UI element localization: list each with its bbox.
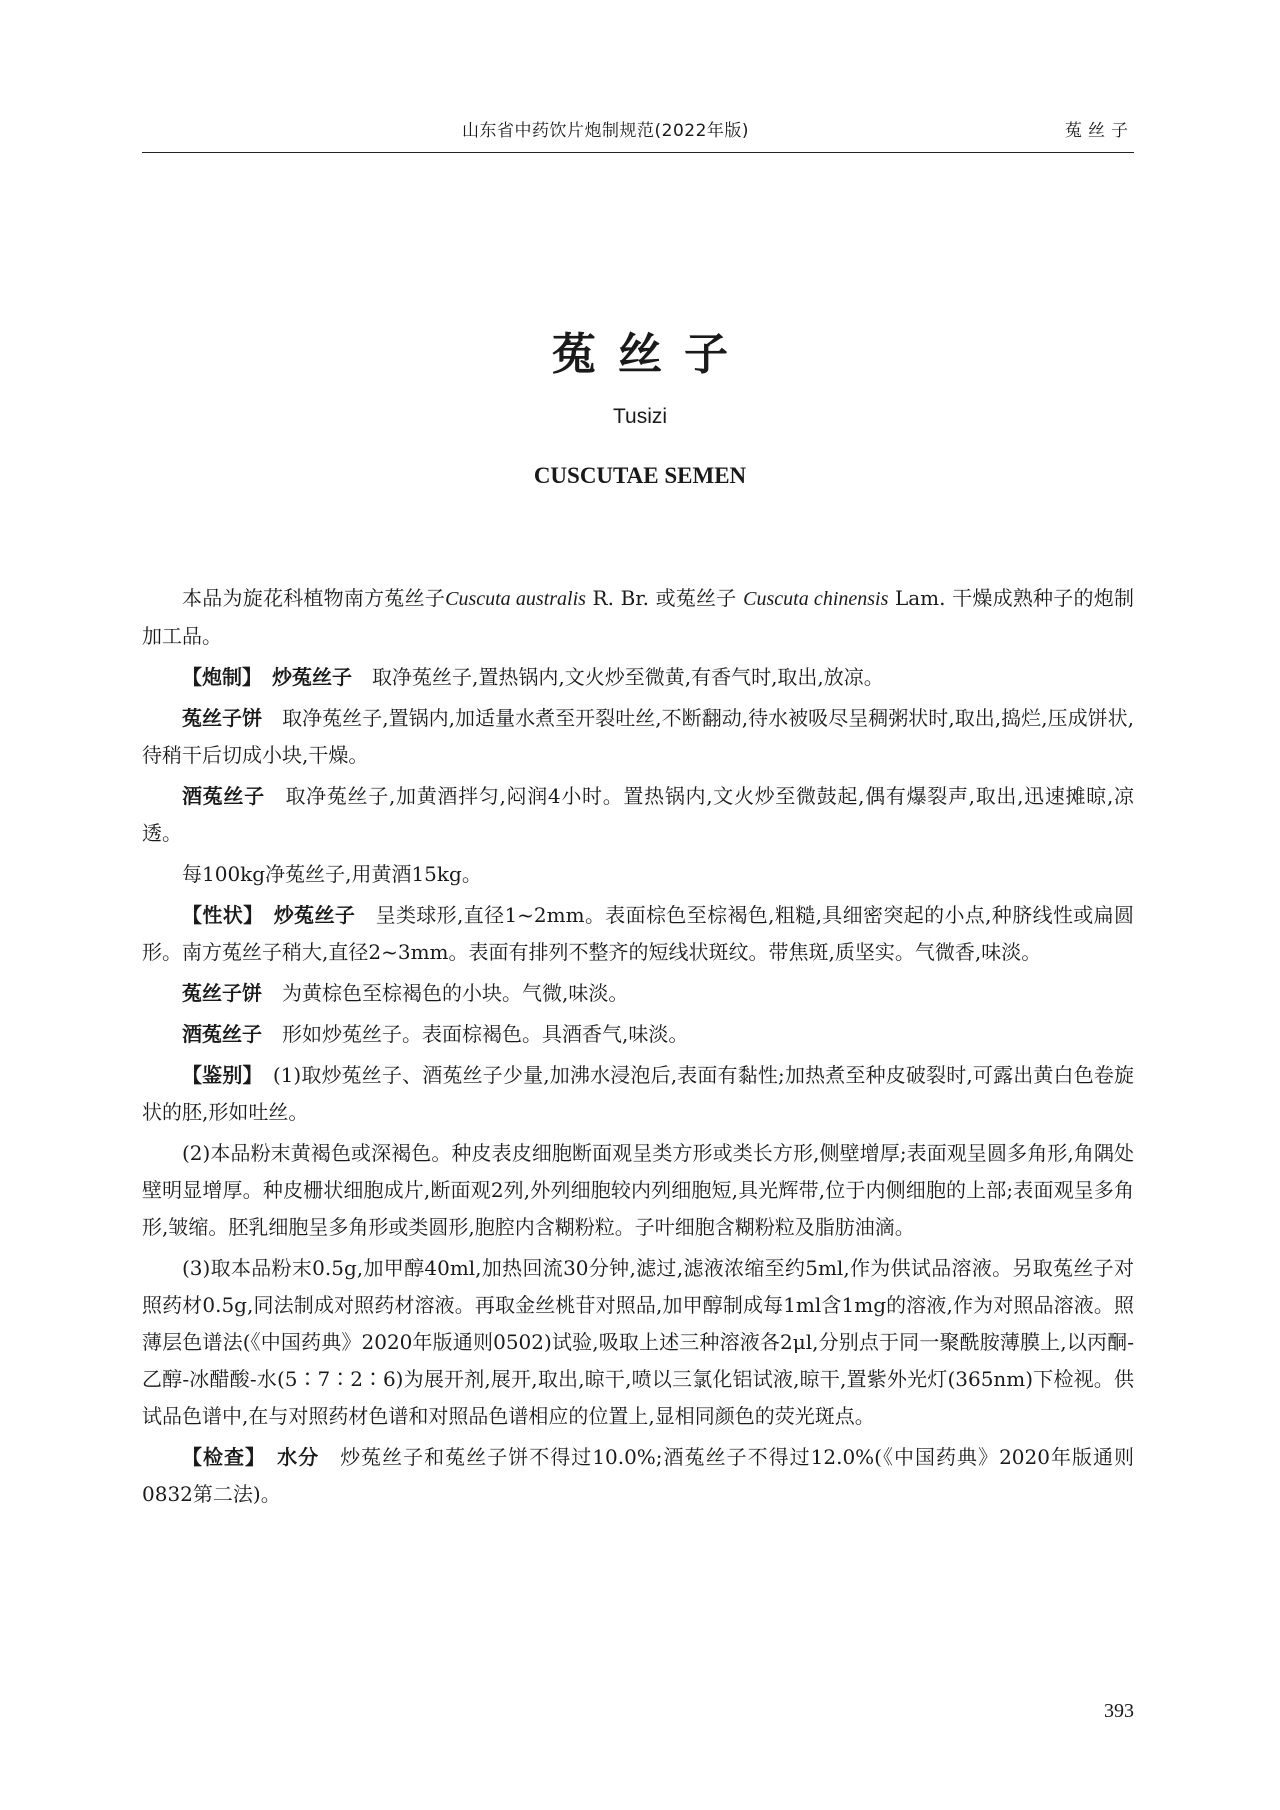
inspection-item-1-label: 水分 xyxy=(277,1445,320,1469)
description-section-label: 【性状】 xyxy=(182,903,254,927)
running-header xyxy=(142,112,1134,153)
description-item-1 xyxy=(142,897,1134,971)
processing-item-3-label: 酒菟丝子 xyxy=(182,784,265,808)
description-item-3 xyxy=(142,1016,1134,1053)
header-entry-name: 菟丝子 xyxy=(1065,121,1134,141)
intro-text-1: 本品为旋花科植物南方菟丝子 xyxy=(182,586,446,610)
header-book-title: 山东省中药饮片炮制规范(2022年版) xyxy=(462,121,750,141)
processing-item-2 xyxy=(142,700,1134,774)
identification-item-1 xyxy=(142,1057,1134,1131)
intro-text-2: R. Br. 或菟丝子 xyxy=(585,586,744,610)
processing-item-2-label: 菟丝子饼 xyxy=(182,706,263,730)
description-item-2-label: 菟丝子饼 xyxy=(182,981,262,1005)
description-item-3-text: 形如炒菟丝子。表面棕褐色。具酒香气,味淡。 xyxy=(262,1022,689,1046)
description-item-1-label: 炒菟丝子 xyxy=(273,903,356,927)
latin-name-australis: Cuscuta australis xyxy=(445,588,586,610)
description-item-2 xyxy=(142,975,1134,1012)
processing-section-label: 【炮制】 xyxy=(182,665,252,689)
identification-item-2: (2)本品粉末黄褐色或深褐色。种皮表皮细胞断面观呈类方形或类长方形,侧壁增厚;表面观呈圆多角形,角隅处壁明显增厚。种皮栅状细胞成片,断面观2列,外列细胞较内列细胞短,具光辉带,位于内侧细胞的上部;表面观呈多角形,皱缩。胚乳细胞呈多角形或类圆形,胞腔内含糊粉粒。子叶细胞含糊粉粒及脂肪油滴。 xyxy=(142,1141,1134,1239)
processing-item-1-label: 炒菟丝子 xyxy=(272,665,352,689)
intro-paragraph xyxy=(142,580,1134,655)
processing-note: 每100kg净菟丝子,用黄酒15kg。 xyxy=(182,862,482,886)
entry-title-latin: CUSCUTAE SEMEN xyxy=(533,463,747,488)
processing-item-1-text: 取净菟丝子,置热锅内,文火炒至微黄,有香气时,取出,放凉。 xyxy=(352,665,884,689)
identification-item-3: (3)取本品粉末0.5g,加甲醇40ml,加热回流30分钟,滤过,滤液浓缩至约5ml,作为供试品溶液。另取菟丝子对照药材0.5g,同法制成对照药材溶液。再取金丝桃苷对照品,加甲醇制成每1ml含1mg的溶液,作为对照品溶液。照薄层色谱法(《中国药典》2020年版通则0502)试验,吸取上述三种溶液各2μl,分别点于同一聚酰胺薄膜上,以丙酮-乙醇-冰醋酸-水(5∶7∶2∶6)为展开剂,展开,取出,晾干,喷以三氯化铝试液,晾干,置紫外光灯(365nm)下检视。供试品色谱中,在与对照药材色谱和对照品色谱相应的位置上,显相同颜色的荧光斑点。 xyxy=(142,1256,1134,1428)
identification-section-label: 【鉴别】 xyxy=(182,1063,253,1087)
description-item-3-label: 酒菟丝子 xyxy=(182,1022,262,1046)
latin-name-chinensis: Cuscuta chinensis xyxy=(743,588,889,610)
inspection-item-1 xyxy=(142,1439,1134,1513)
processing-item-2-text: 取净菟丝子,置锅内,加适量水煮至开裂吐丝,不断翻动,待水被吸尽呈稠粥状时,取出,捣烂,压成饼状,待稍干后切成小块,干燥。 xyxy=(142,706,1135,767)
processing-item-3 xyxy=(142,778,1134,852)
inspection-item-1-text: 炒菟丝子和菟丝子饼不得过10.0%;酒菟丝子不得过12.0%(《中国药典》2020年版通则0832第二法)。 xyxy=(142,1445,1135,1506)
entry-title-chinese: 菟丝子 xyxy=(552,329,750,380)
monograph-body xyxy=(142,580,1134,1517)
page-number: 393 xyxy=(1104,1700,1134,1722)
description-item-2-text: 为黄棕色至棕褐色的小块。气微,味淡。 xyxy=(262,981,629,1005)
entry-title-pinyin: Tusizi xyxy=(612,405,668,428)
identification-item-1-text: (1)取炒菟丝子、酒菟丝子少量,加沸水浸泡后,表面有黏性;加热煮至种皮破裂时,可露出黄白色卷旋状的胚,形如吐丝。 xyxy=(142,1063,1135,1124)
processing-item-1 xyxy=(142,659,1134,696)
description-item-1-text: 呈类球形,直径1~2mm。表面棕色至棕褐色,粗糙,具细密突起的小点,种脐线性或扁圆形。南方菟丝子稍大,直径2~3mm。表面有排列不整齐的短线状斑纹。带焦斑,质坚实。气微香,味淡。 xyxy=(142,903,1135,964)
intro-text-3: Lam. 干燥成熟种子的炮制加工品。 xyxy=(142,586,1135,648)
inspection-section-label: 【检查】 xyxy=(182,1445,257,1469)
processing-item-3-text: 取净菟丝子,加黄酒拌匀,闷润4小时。置热锅内,文火炒至微鼓起,偶有爆裂声,取出,迅速摊晾,凉透。 xyxy=(142,784,1134,845)
